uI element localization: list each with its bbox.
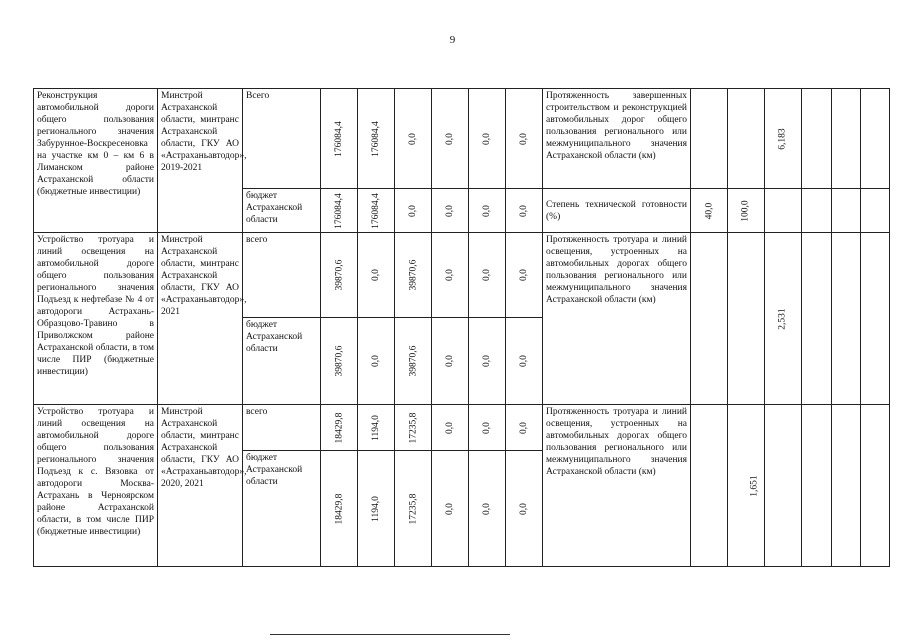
funding-value: 0,0: [482, 269, 492, 281]
indicator-name: Протяженность тротуара и линий освещения, устроенных на автомобильных дорогах общего пользования регионального или межмуниципального значения Астраханской области (км): [543, 233, 691, 405]
executor: Минстрой Астраханской области, минтранс Астраханской области, ГКУ АО «Астраханьавтодор», 2019-2021: [158, 89, 243, 233]
funding-value: 18429,8: [334, 493, 344, 524]
indicator-name: Протяженность завершенных строительством и реконструкцией автомобильных дорог общего пользования регионального или межмуниципального значения Астраханской области (км): [543, 89, 691, 189]
funding-value: 17235,8: [408, 493, 418, 524]
funding-value: 0,0: [445, 269, 455, 281]
program-table: [33, 88, 890, 567]
funding-value: 17235,8: [408, 412, 418, 443]
funding-value: 0,0: [445, 204, 455, 217]
table-row: [34, 89, 890, 189]
funding-source: всего: [243, 405, 321, 451]
funding-value: 0,0: [519, 269, 529, 281]
funding-value: 0,0: [482, 355, 492, 367]
funding-value: 0,0: [371, 269, 381, 281]
funding-value: 39870,6: [334, 345, 344, 377]
table-row: [34, 405, 890, 451]
project-name: Реконструкция автомобильной дороги общего пользования регионального значения Забурунное-Воскресеновка на участке км 0 – км 6 в Лиманском районе Астраханской области (бюджетные инвестиции): [34, 89, 158, 233]
funding-value: 0,0: [519, 421, 529, 434]
indicator-value: 100,0: [741, 199, 751, 222]
indicator-name: Степень технической готовности (%): [543, 189, 691, 233]
project-name: Устройство тротуара и линий освещения на автомобильной дороге общего пользования регионального значения Подъезд к с. Вязовка от автодороги Москва-Астрахань в Черноярском районе Астраханской области, в том числе ПИР (бюджетные инвестиции): [34, 405, 158, 567]
indicator-value: 40,0: [704, 202, 714, 219]
page-number: 9: [449, 34, 456, 46]
table-row: [34, 233, 890, 318]
funding-value: 0,0: [482, 421, 492, 434]
funding-value: 0,0: [445, 502, 455, 515]
funding-value: 18429,8: [334, 412, 344, 443]
funding-value: 0,0: [519, 204, 529, 217]
funding-value: 1194,0: [371, 414, 381, 441]
funding-value: 0,0: [519, 502, 529, 515]
footnote-divider: [270, 634, 510, 635]
funding-value: 176084,4: [371, 192, 381, 229]
funding-value: 0,0: [482, 132, 492, 145]
indicator-name: Протяженность тротуара и линий освещения, устроенных на автомобильных дорогах общего пользования регионального или межмуниципального значения Астраханской области (км): [543, 405, 691, 567]
project-name: Устройство тротуара и линий освещения на автомобильной дороге общего пользования регионального значения Подъезд к нефтебазе № 4 от автодороги Астрахань-Образцово-Травино в Приволжском районе Астраханской области, в том числе ПИР (бюджетные инвестиции): [34, 233, 158, 405]
funding-value: 0,0: [371, 355, 381, 367]
funding-value: 176084,4: [371, 120, 381, 157]
funding-source: Всего: [243, 89, 321, 189]
funding-value: 0,0: [482, 502, 492, 515]
funding-value: 176084,4: [334, 120, 344, 157]
funding-source: бюджет Астраханской области: [243, 451, 321, 567]
funding-value: 0,0: [445, 132, 455, 145]
funding-value: 176084,4: [334, 192, 344, 229]
funding-value: 0,0: [408, 204, 418, 217]
funding-value: 39870,6: [408, 259, 418, 291]
indicator-value: 6,183: [778, 127, 788, 150]
funding-value: 0,0: [519, 355, 529, 367]
funding-value: 1194,0: [371, 495, 381, 522]
funding-value: 0,0: [408, 132, 418, 145]
executor: Минстрой Астраханской области, минтранс Астраханской области, ГКУ АО «Астраханьавтодор», 2021: [158, 233, 243, 405]
funding-value: 39870,6: [408, 345, 418, 377]
indicator-value: 2,531: [778, 307, 788, 330]
funding-value: 0,0: [445, 355, 455, 367]
funding-value: 39870,6: [334, 259, 344, 291]
executor: Минстрой Астраханской области, минтранс Астраханской области, ГКУ АО «Астраханьавтодор», 2020, 2021: [158, 405, 243, 567]
funding-source: бюджет Астраханской области: [243, 318, 321, 405]
funding-value: 0,0: [482, 204, 492, 217]
funding-source: бюджет Астраханской области: [243, 189, 321, 233]
indicator-value: 1,651: [750, 474, 760, 497]
funding-value: 0,0: [445, 421, 455, 434]
funding-value: 0,0: [519, 132, 529, 145]
funding-source: всего: [243, 233, 321, 318]
